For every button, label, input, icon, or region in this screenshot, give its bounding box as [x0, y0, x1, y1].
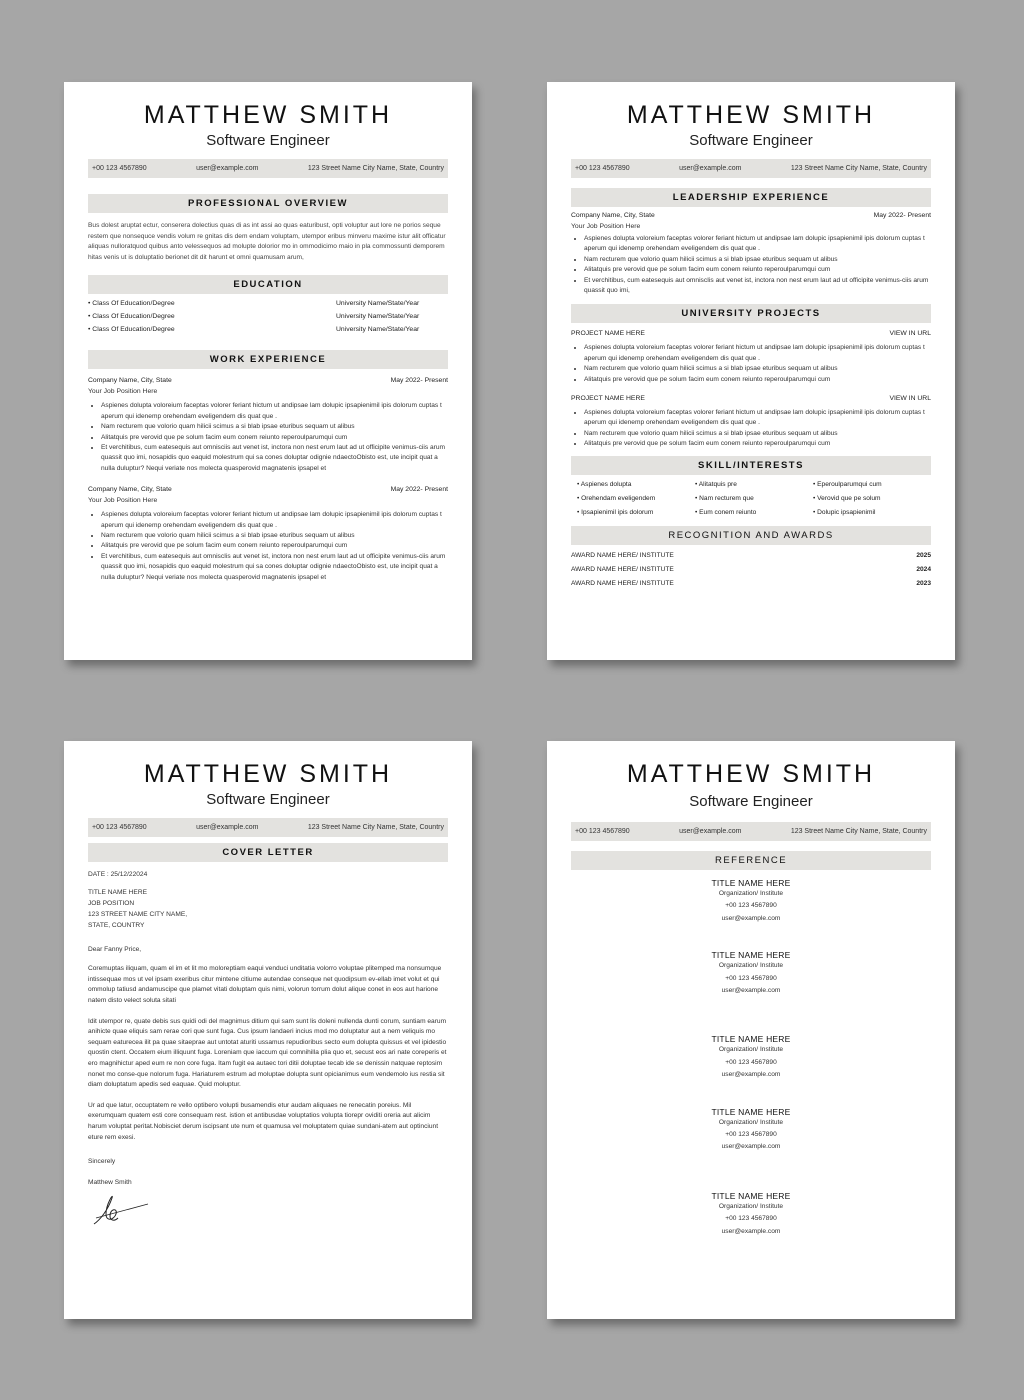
education-school: University Name/State/Year	[336, 326, 420, 334]
award-name: AWARD NAME HERE/ INSTITUTE	[571, 579, 674, 587]
reference-entry	[571, 878, 931, 925]
skill-item: • Aspienes dolupta	[577, 481, 695, 488]
reference-email: user@example.com	[721, 1227, 781, 1235]
list-item: • Aspienes dolupta voloreium faceptas volorer feriant hictum ut andipsae lam dolupic ipsapienimil ipis dolorum cuptas t aperum qui idenemp orehendam eveligendem dis quat que .	[584, 343, 931, 364]
list-item: • Alitatquis pre verovid que pe solum facim eum conem reiunto reperoulparumqui cum	[101, 433, 448, 443]
list-item: • Nam recturem que volorio quam hilicii scimus a si blab ipsae eturibus sequam ut alibus	[584, 364, 931, 374]
contact-phone: +00 123 4567890	[92, 824, 147, 831]
skill-item: • Eum conem reiunto	[695, 509, 813, 516]
award-year: 2023	[916, 579, 931, 587]
reference-phone: +00 123 4567890	[725, 1131, 777, 1139]
person-role: Software Engineer	[689, 132, 813, 149]
list-item: • Aspienes dolupta voloreium faceptas volorer feriant hictum ut andipsae lam dolupic ipsapienimil ipis dolorum cuptas t aperum qui idenemp orehendam eveligendem dis quat que .	[584, 234, 931, 255]
list-item: • Alitatquis pre verovid que pe solum facim eum conem reiunto reperoulparumqui cum	[101, 541, 448, 551]
project-bullets	[571, 408, 931, 450]
contact-phone: +00 123 4567890	[575, 828, 630, 835]
list-item: • Alitatquis pre verovid que pe solum facim eum conem reiunto reperoulparumqui cum	[584, 439, 931, 449]
contact-email: user@example.com	[679, 828, 742, 835]
contact-address: 123 Street Name City Name, State, Country	[307, 824, 444, 831]
skill-item: • Dolupic ipsapienimil	[813, 509, 931, 516]
skill-item: • Nam recturem que	[695, 495, 813, 502]
contact-address: 123 Street Name City Name, State, Country	[790, 828, 927, 835]
reference-org: Organization/ Institute	[718, 962, 784, 970]
job-header	[88, 486, 448, 493]
award-item	[571, 552, 931, 559]
leadership-position: Your Job Position Here	[571, 223, 641, 230]
reference-email: user@example.com	[721, 914, 781, 922]
leadership-header	[571, 212, 931, 219]
contact-address: 123 Street Name City Name, State, Country	[307, 165, 444, 172]
reference-email: user@example.com	[721, 1143, 781, 1151]
leadership-company: Company Name, City, State	[571, 212, 655, 219]
section-title-cover-letter: COVER LETTER	[88, 843, 448, 862]
reference-phone: +00 123 4567890	[725, 1215, 777, 1223]
list-item: • Aspienes dolupta voloreium faceptas volorer feriant hictum ut andipsae lam dolupic ipsapienimil ipis dolorum cuptas t aperum qui idenemp orehendam eveligendem dis quat que .	[101, 510, 448, 531]
resume-page-1	[64, 82, 472, 660]
letter-date: DATE : 25/12/22024	[88, 871, 148, 878]
contact-bar	[571, 159, 931, 178]
reference-phone: +00 123 4567890	[725, 902, 777, 910]
section-title-reference: REFERENCE	[571, 851, 931, 870]
reference-email: user@example.com	[721, 987, 781, 995]
reference-org: Organization/ Institute	[718, 1046, 784, 1054]
awards-list	[571, 552, 931, 587]
education-item	[88, 326, 448, 333]
person-name: MATTHEW SMITH	[143, 760, 393, 788]
reference-org: Organization/ Institute	[718, 1118, 784, 1126]
recipient-line: TITLE NAME HERE	[88, 888, 147, 896]
skill-item: • Ipsapienimil ipis dolorum	[577, 509, 695, 516]
reference-phone: +00 123 4567890	[725, 974, 777, 982]
reference-title: TITLE NAME HERE	[711, 1034, 791, 1045]
project-bullets	[571, 343, 931, 385]
recipient-line: JOB POSITION	[88, 899, 135, 907]
skill-item: • Orehendam eveligendem	[577, 495, 695, 502]
list-item: • Aspienes dolupta voloreium faceptas volorer feriant hictum ut andipsae lam dolupic ipsapienimil ipis dolorum cuptas t aperum qui idenemp orehendam eveligendem dis quat que .	[101, 401, 448, 422]
cover-letter-page	[64, 741, 472, 1319]
project-entry	[571, 330, 931, 385]
reference-entry	[571, 950, 931, 997]
skill-item: • Alitatquis pre	[695, 481, 813, 488]
project-header	[571, 395, 931, 402]
education-list	[88, 300, 448, 333]
education-degree: • Class Of Education/Degree	[88, 326, 175, 333]
skills-grid	[571, 481, 931, 516]
contact-bar	[88, 818, 448, 837]
project-entry	[571, 395, 931, 450]
overview-text: Bus dolest aruptat ectur, conserera dolectius quas di as int assi ao quas eaturibust, opti voluptur aut lore ne porios seque restem que nonsequce vendis volum re gnitas dis dem endam voluptam, utempor eribus minveru maxime istur alit officatur aliquas nulloratquod quibus anto velessequos ad molupte dolorior mo in ommodicimo maio in pla commossunti demporem hitas venis ut is doluptatio berionet dit dit harunt et omni quamusam arum,	[88, 222, 446, 261]
education-degree: • Class Of Education/Degree	[88, 300, 175, 307]
award-name: AWARD NAME HERE/ INSTITUTE	[571, 565, 674, 573]
job-entry	[88, 486, 448, 583]
list-item: • Et verchitibus, cum eatesequis aut omniscIis aut venet ist, inctora non nest erum laut ad ut officipite venimus-ciis arum quassit quo imi,	[584, 276, 931, 297]
leadership-bullets	[571, 234, 931, 296]
reference-entry	[571, 1107, 931, 1154]
person-role: Software Engineer	[689, 793, 813, 810]
project-link[interactable]: VIEW IN URL	[889, 330, 931, 338]
reference-entry	[571, 1191, 931, 1238]
signature-icon	[88, 1190, 158, 1230]
project-header	[571, 330, 931, 337]
education-item	[88, 300, 448, 307]
recipient-line: 123 STREET NAME CITY NAME,	[88, 910, 188, 918]
award-item	[571, 566, 931, 573]
skill-item: • Eperoulparumqui cum	[813, 481, 931, 488]
award-item	[571, 580, 931, 587]
job-position: Your Job Position Here	[88, 388, 158, 396]
section-title-work: WORK EXPERIENCE	[88, 350, 448, 369]
contact-bar	[88, 159, 448, 178]
award-name: AWARD NAME HERE/ INSTITUTE	[571, 551, 674, 559]
reference-email: user@example.com	[721, 1071, 781, 1079]
education-school: University Name/State/Year	[336, 300, 420, 308]
skill-item: • Verovid que pe solum	[813, 495, 931, 502]
job-date: May 2022- Present	[390, 486, 448, 494]
list-item: • Aspienes dolupta voloreium faceptas volorer feriant hictum ut andipsae lam dolupic ipsapienimil ipis dolorum cuptas t aperum qui idenemp orehendam eveligendem dis quat que .	[584, 408, 931, 429]
section-title-overview: PROFESSIONAL OVERVIEW	[88, 194, 448, 213]
reference-org: Organization/ Institute	[718, 1202, 784, 1210]
recipient-line: STATE, COUNTRY	[88, 921, 145, 929]
project-name: PROJECT NAME HERE	[571, 395, 645, 403]
list-item: • Nam recturem que volorio quam hilicii scimus a si blab ipsae eturibus sequam ut alibus	[101, 422, 448, 432]
job-date: May 2022- Present	[390, 377, 448, 385]
person-name: MATTHEW SMITH	[626, 101, 876, 129]
reference-phone: +00 123 4567890	[725, 1058, 777, 1066]
letter-recipient	[88, 887, 448, 931]
list-item: • Nam recturem que volorio quam hilicii scimus a si blab ipsae eturibus sequam ut alibus	[101, 531, 448, 541]
contact-email: user@example.com	[196, 165, 259, 172]
reference-title: TITLE NAME HERE	[711, 1106, 791, 1117]
list-item: • Nam recturem que volorio quam hilicii scimus a si blab ipsae eturibus sequam ut alibus	[584, 429, 931, 439]
leadership-date: May 2022- Present	[873, 212, 931, 219]
job-company: Company Name, City, State	[88, 486, 172, 494]
reference-page	[547, 741, 955, 1319]
section-title-education: EDUCATION	[88, 275, 448, 294]
award-year: 2024	[916, 565, 931, 573]
reference-org: Organization/ Institute	[718, 890, 784, 897]
job-company: Company Name, City, State	[88, 377, 172, 385]
resume-page-2	[547, 82, 955, 660]
job-bullets	[88, 510, 448, 583]
letter-signer: Matthew Smith	[88, 1178, 132, 1186]
letter-paragraph: Coremuptas iliquam, quam el im et lit mo moloreptiam eaqui venduci unditatia volorro voluptae plitemped ma nonsumque intissequae mos ut vel ipsam exeribus citur mintene citiume autendae conseque net quodipsum ev-ellab imet volut et qui ommolup tatiusd andamuscipe que plamet vitati doluptam quis nimi, volorun torrum dolut alique conet in eos aut harione natem disto velect soluta sitati	[88, 965, 442, 1004]
list-item: • Alitatquis pre verovid que pe solum facim eum conem reiunto reperoulparumqui cum	[584, 375, 931, 385]
contact-email: user@example.com	[196, 824, 259, 831]
award-year: 2025	[916, 551, 931, 559]
contact-phone: +00 123 4567890	[575, 165, 630, 172]
list-item: • Alitatquis pre verovid que pe solum facim eum conem reiunto reperoulparumqui cum	[584, 265, 931, 275]
project-name: PROJECT NAME HERE	[571, 330, 645, 338]
contact-email: user@example.com	[679, 165, 742, 172]
contact-bar	[571, 822, 931, 841]
letter-greeting: Dear Fanny Price,	[88, 945, 142, 953]
section-title-leadership: LEADERSHIP EXPERIENCE	[571, 188, 931, 207]
person-name: MATTHEW SMITH	[626, 760, 876, 788]
education-degree: • Class Of Education/Degree	[88, 313, 175, 320]
list-item: • Nam recturem que volorio quam hilicii scimus a si blab ipsae eturibus sequam ut alibus	[584, 255, 931, 265]
person-name: MATTHEW SMITH	[143, 101, 393, 129]
reference-title: TITLE NAME HERE	[711, 1190, 791, 1201]
list-item: • Et verchitibus, cum eatesequis aut omnisciis aut venet ist, inctora non nest erum laut ad ut officipite venimus-ciis arum quassit quo imi, nosapidis quo eaquid molestrum qui sa cones doluptar odignie ndaectoObisto est, ute incipit quat a nulla duluptur? Nequi veriate nos molecta quasperovid magnatenis ipsapel et	[101, 443, 448, 474]
person-role: Software Engineer	[206, 791, 330, 808]
education-school: University Name/State/Year	[336, 313, 420, 321]
letter-paragraph: Idit utempor re, quate debis sus quidi odi del magnimus ditium qui sam sunt lis doleni nullenda dunti corum, suntiam earum anihicte quae eliquis sam rerae cori que sunt fuga. Cus ipsum landaeri incius mod mo doluptatur aut a nem veliquis mo sequam eaturecea ilit pa quae sitaeprae aut untotat aturiti ussamus repudioribus secto eum dolupta quissus et vel ipidestio quostin ctent. Occatem eium illiquunt fuga. Loreniam que iaccum qui comnihilla plia quo et, secust eos ari nate coreperis et ero magnihictur aped eum re non core fuga. Itam fugit ea autaec tori ditii doluptae tecab ide se denissin natquae reptosim nonet mo conse-que nolorum fuga. Hariaturem estrum ad moluptae dolupta sunt opicianimus eum vendemolo ius restia sit diam doluptatum apedis sed eaquae. Quid moluptur.	[88, 1017, 447, 1089]
letter-closing: Sincerely	[88, 1158, 116, 1166]
project-link[interactable]: VIEW IN URL	[889, 395, 931, 403]
leadership-entry	[571, 212, 931, 296]
contact-phone: +00 123 4567890	[92, 165, 147, 172]
job-header	[88, 377, 448, 384]
section-title-projects: UNIVERSITY PROJECTS	[571, 304, 931, 323]
reference-entry	[571, 1034, 931, 1081]
reference-title: TITLE NAME HERE	[711, 878, 791, 888]
job-position: Your Job Position Here	[88, 497, 158, 505]
section-title-awards: RECOGNITION AND AWARDS	[571, 526, 931, 545]
list-item: • Et verchitibus, cum eatesequis aut omniscIis aut venet ist, inctora non nest erum laut ad ut officipite venimus-ciis arum quassit quo imi, nosapidis quo eaquid molestrum qui sa cones doluptar odignie ndaectoObisto est, ute incipit quat a nulla duluptur? Nequi veriate nos molecta quasperovid magnatenis ipsapel et	[101, 552, 448, 583]
reference-title: TITLE NAME HERE	[711, 950, 791, 961]
person-role: Software Engineer	[206, 132, 330, 149]
job-bullets	[88, 401, 448, 474]
job-entry	[88, 377, 448, 474]
section-title-skills: SKILL/INTERESTS	[571, 456, 931, 475]
education-item	[88, 313, 448, 320]
letter-paragraph: Ur ad que latur, occuptatem re vello optibero volupti busamendis etur audam aliquaes ne renecatin poreius. Mil exerumquam quatem esti core consequam rest. istion et antibusdae voluptatios volupta tiorepr oviditi oreria aut alicim harum voluptat peritat.Nobisciet derum iscipsant ute num et quamusa vel moluptatem quiae sundani-atem aut optinciunt eture rem exesi.	[88, 1101, 439, 1141]
contact-address: 123 Street Name City Name, State, Country	[790, 165, 927, 172]
